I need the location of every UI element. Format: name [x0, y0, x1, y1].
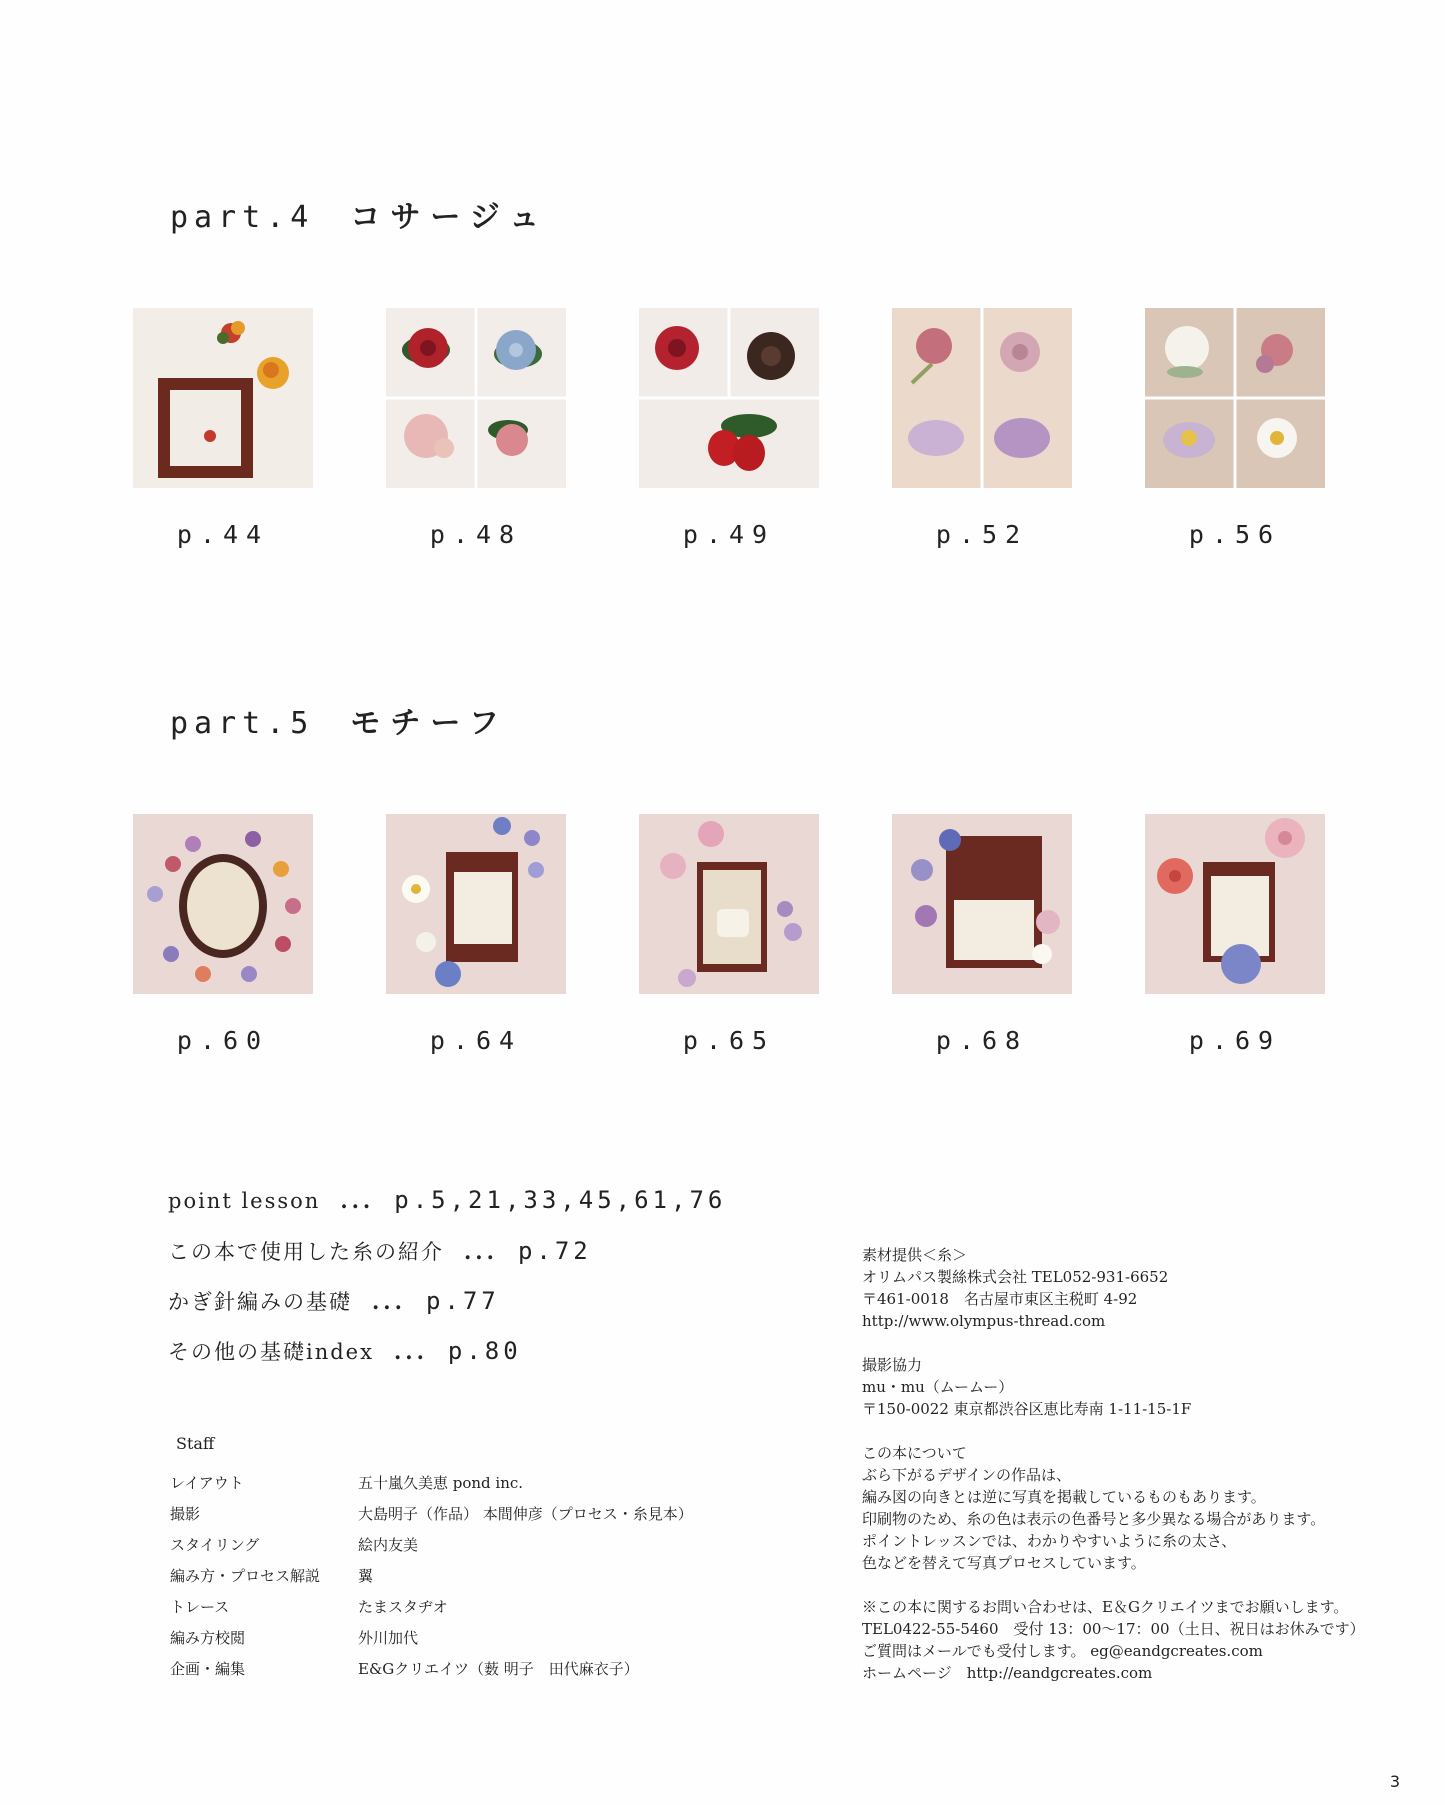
- thumbnail-p60[interactable]: [133, 814, 313, 994]
- photo-cooperation: [862, 1354, 1365, 1420]
- info-line: ぶら下がるデザインの作品は、: [862, 1466, 1071, 1484]
- page-ref-p49[interactable]: p.49: [682, 520, 776, 549]
- contact-info: [862, 1596, 1365, 1684]
- page-ref-p60[interactable]: p.60: [176, 1026, 270, 1055]
- thumbnail-p52[interactable]: [892, 308, 1072, 488]
- index-page: p.80: [447, 1337, 522, 1365]
- thumbnail-p44[interactable]: [133, 308, 313, 488]
- staff-row: [170, 1472, 523, 1493]
- index-thread-intro[interactable]: [168, 1236, 592, 1266]
- info-line: この本について: [862, 1444, 967, 1462]
- info-line: ※この本に関するお問い合わせは、E＆Gクリエイツまでお願いします。: [862, 1598, 1349, 1616]
- thumbnail-p49[interactable]: [639, 308, 819, 488]
- about-book: [862, 1442, 1365, 1574]
- info-line: mu・mu（ムームー）: [862, 1378, 1014, 1396]
- index-page: p.72: [517, 1237, 592, 1265]
- page-number: 3: [1389, 1772, 1400, 1791]
- index-dots: ...: [372, 1289, 406, 1314]
- thumbnail-p64[interactable]: [386, 814, 566, 994]
- staff-role: トレース: [170, 1598, 230, 1616]
- part4-title: コサージュ: [350, 200, 550, 235]
- staff-row: [170, 1503, 693, 1524]
- index-label: その他の基礎index: [168, 1340, 374, 1364]
- staff-row: [170, 1627, 418, 1648]
- page-ref-p65[interactable]: p.65: [682, 1026, 776, 1055]
- part4-label: part.4: [170, 200, 315, 235]
- part4-heading: [170, 192, 549, 236]
- page-ref-p52[interactable]: p.52: [935, 520, 1029, 549]
- info-line: 印刷物のため、糸の色は表示の色番号と多少異なる場合があります。: [862, 1510, 1326, 1528]
- index-dots: ...: [340, 1188, 375, 1213]
- index-label: かぎ針編みの基礎: [168, 1290, 352, 1314]
- staff-name: たまスタヂオ: [358, 1598, 448, 1616]
- staff-heading: Staff: [176, 1434, 215, 1453]
- info-line: 〒461-0018 名古屋市東区主税町 4-92: [862, 1290, 1138, 1308]
- info-line: 撮影協力: [862, 1356, 923, 1374]
- page-ref-p64[interactable]: p.64: [429, 1026, 523, 1055]
- info-link[interactable]: ホームページ http://eandgcreates.com: [862, 1664, 1153, 1682]
- page-ref-p69[interactable]: p.69: [1188, 1026, 1282, 1055]
- staff-name: E&Gクリエイツ（薮 明子 田代麻衣子）: [358, 1660, 639, 1678]
- staff-row: [170, 1565, 373, 1586]
- part5-title: モチーフ: [350, 706, 509, 741]
- info-line: 〒150-0022 東京都渋谷区恵比寿南 1-11-15-1F: [862, 1400, 1192, 1418]
- info-line: 素材提供＜糸＞: [862, 1246, 968, 1264]
- staff-name: 大島明子（作品） 本間伸彦（プロセス・糸見本）: [358, 1505, 693, 1523]
- info-line: ポイントレッスンでは、わかりやすいように糸の太さ、: [862, 1532, 1237, 1550]
- thumbnail-p56[interactable]: [1145, 308, 1325, 488]
- index-other-basics[interactable]: [168, 1336, 522, 1366]
- index-page: p.77: [425, 1287, 500, 1315]
- index-dots: ...: [464, 1239, 498, 1264]
- info-column: [862, 1244, 1365, 1706]
- thumbnail-p68[interactable]: [892, 814, 1072, 994]
- staff-row: [170, 1534, 418, 1555]
- staff-name: 翼: [358, 1567, 374, 1585]
- index-dots: ...: [393, 1339, 428, 1364]
- index-label: point lesson: [168, 1189, 321, 1213]
- thumbnail-p48[interactable]: [386, 308, 566, 488]
- info-line: オリムパス製絲株式会社 TEL052-931-6652: [862, 1268, 1169, 1286]
- staff-role: 企画・編集: [170, 1660, 246, 1678]
- staff-role: 編み方・プロセス解説: [170, 1567, 321, 1585]
- info-line: ご質問はメールでも受付します。 eg@eandgcreates.com: [862, 1642, 1263, 1660]
- thumbnail-p69[interactable]: [1145, 814, 1325, 994]
- info-line: 編み図の向きとは逆に写真を掲載しているものもあります。: [862, 1488, 1266, 1506]
- index-crochet-basics[interactable]: [168, 1286, 500, 1316]
- thumbnail-p65[interactable]: [639, 814, 819, 994]
- index-label: この本で使用した糸の紹介: [168, 1240, 444, 1264]
- staff-role: スタイリング: [170, 1536, 260, 1554]
- staff-row: [170, 1658, 639, 1679]
- index-page: p.5,21,33,45,61,76: [394, 1186, 727, 1214]
- page-ref-p56[interactable]: p.56: [1188, 520, 1282, 549]
- page-ref-p48[interactable]: p.48: [429, 520, 523, 549]
- staff-role: 編み方校閲: [170, 1629, 246, 1647]
- staff-name: 外川加代: [358, 1629, 419, 1647]
- material-credit: [862, 1244, 1365, 1332]
- staff-row: [170, 1596, 448, 1617]
- part5-heading: [170, 698, 509, 742]
- index-point-lesson[interactable]: [168, 1186, 726, 1214]
- info-link[interactable]: http://www.olympus-thread.com: [862, 1312, 1106, 1330]
- staff-name: 五十嵐久美恵 pond inc.: [358, 1474, 524, 1492]
- part5-label: part.5: [170, 706, 315, 741]
- page-ref-p44[interactable]: p.44: [176, 520, 270, 549]
- staff-role: 撮影: [170, 1505, 201, 1523]
- info-line: 色などを替えて写真プロセスしています。: [862, 1554, 1146, 1572]
- info-line: TEL0422-55-5460 受付 13：00～17：00（土日、祝日はお休みです）: [862, 1620, 1365, 1638]
- staff-role: レイアウト: [170, 1474, 244, 1492]
- staff-name: 絵内友美: [358, 1536, 419, 1554]
- page-ref-p68[interactable]: p.68: [935, 1026, 1029, 1055]
